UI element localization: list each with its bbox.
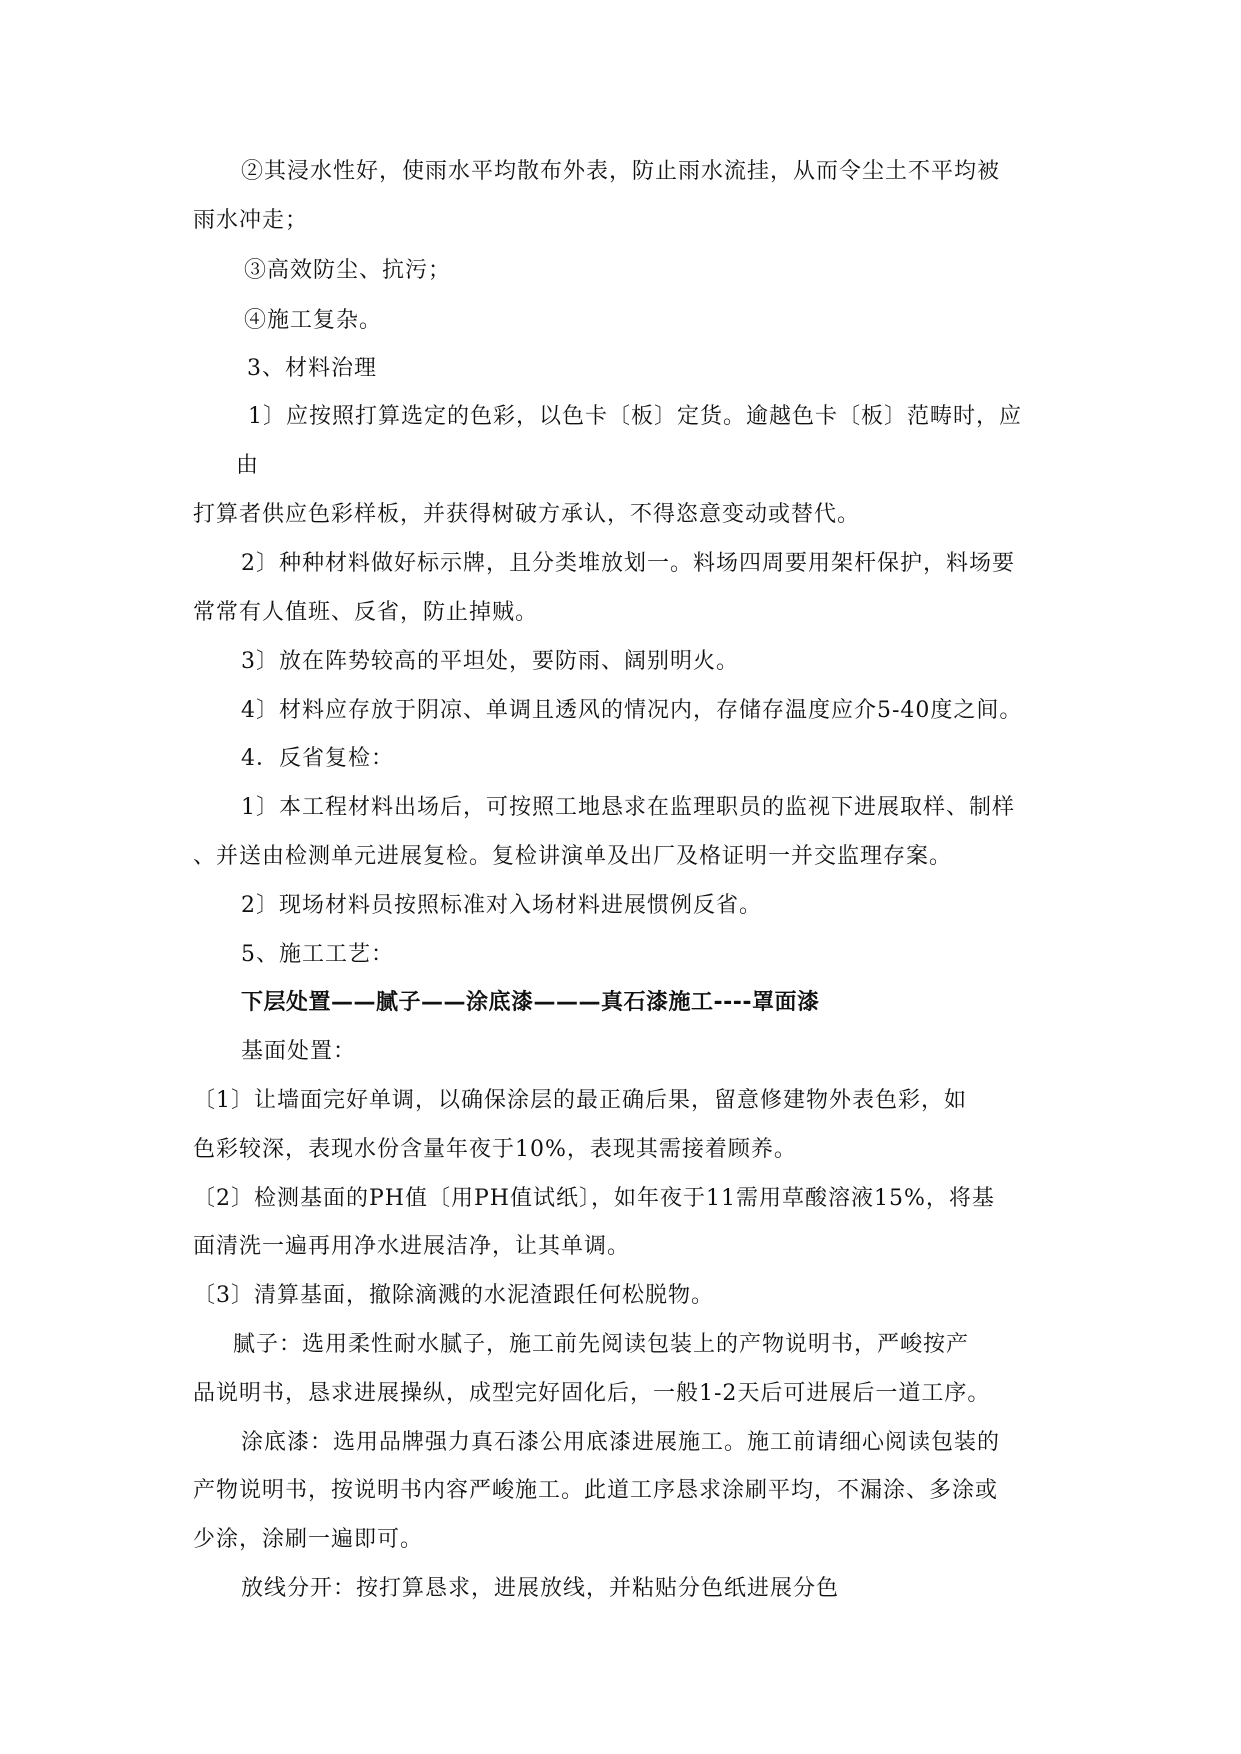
- section-heading: 3、材料治理: [247, 356, 377, 381]
- paragraph-line: ③高效防尘、抗污；: [244, 258, 452, 283]
- section-heading: 5、施工工艺：: [241, 942, 394, 967]
- paragraph-line: 常常有人值班、反省，防止掉贼。: [193, 600, 539, 625]
- section-heading: 4．反省复检：: [241, 746, 394, 771]
- paragraph-line: 放线分开：按打算恳求，进展放线，并粘贴分色纸进展分色: [241, 1576, 840, 1601]
- paragraph-line: ②其浸水性好，使雨水平均散布外表，防止雨水流挂，从而令尘土不平均被: [241, 159, 1001, 184]
- paragraph-line: 面清洗一遍再用净水进展洁净，让其单调。: [193, 1234, 631, 1259]
- paragraph-line: 2〕种种材料做好标示牌，且分类堆放划一。料场四周要用架杆保护，料场要: [241, 551, 1015, 576]
- paragraph-line: 腻子：选用柔性耐水腻子，施工前先阅读包装上的产物说明书，严峻按产: [233, 1332, 970, 1357]
- paragraph-line: 、并送由检测单元进展复检。复检讲演单及出厂及格证明一并交监理存案。: [193, 844, 953, 869]
- paragraph-line: 1〕本工程材料出场后，可按照工地恳求在监理职员的监视下进展取样、制样: [241, 795, 1015, 820]
- paragraph-line: 涂底漆：选用品牌强力真石漆公用底漆进展施工。施工前请细心阅读包装的: [241, 1430, 1001, 1455]
- paragraph-line: 由: [236, 453, 260, 478]
- paragraph-line: 〔1〕让墙面完好单调，以确保涂层的最正确后果，留意修建物外表色彩，如: [193, 1088, 967, 1113]
- paragraph-line: 雨水冲走；: [193, 208, 309, 233]
- paragraph-line: 4〕材料应存放于阴凉、单调且透风的情况内，存储存温度应介5-40度之间。: [241, 698, 1023, 723]
- paragraph-line: 品说明书，恳求进展操纵，成型完好固化后，一般1-2天后可进展后一道工序。: [193, 1381, 991, 1406]
- paragraph-line: 2〕现场材料员按照标准对入场材料进展惯例反省。: [241, 893, 762, 918]
- paragraph-line: 3〕放在阵势较高的平坦处，要防雨、阔别明火。: [241, 649, 739, 674]
- subsection-heading: 基面处置：: [241, 1039, 357, 1064]
- paragraph-line: 产物说明书，按说明书内容严峻施工。此道工序恳求涂刷平均，不漏涂、多涂或: [193, 1478, 999, 1503]
- paragraph-line: 〔2〕检测基面的PH值〔用PH值试纸〕，如年夜于11需用草酸溶液15%，将基: [193, 1186, 995, 1211]
- paragraph-line: ④施工复杂。: [244, 308, 383, 333]
- paragraph-line: 打算者供应色彩样板，并获得树破方承认，不得恣意变动或替代。: [193, 502, 861, 527]
- paragraph-line: 1〕应按照打算选定的色彩，以色卡〔板〕定货。逾越色卡〔板〕范畴时，应: [248, 404, 1022, 429]
- paragraph-line: 色彩较深，表现水份含量年夜于10%，表现其需接着顾养。: [193, 1137, 797, 1162]
- process-flow-heading: 下层处置——腻子——涂底漆———真石漆施工----罩面漆: [241, 990, 820, 1015]
- paragraph-line: 〔3〕清算基面，撤除滴溅的水泥渣跟任何松脱物。: [193, 1283, 714, 1308]
- paragraph-line: 少涂，涂刷一遍即可。: [193, 1527, 424, 1552]
